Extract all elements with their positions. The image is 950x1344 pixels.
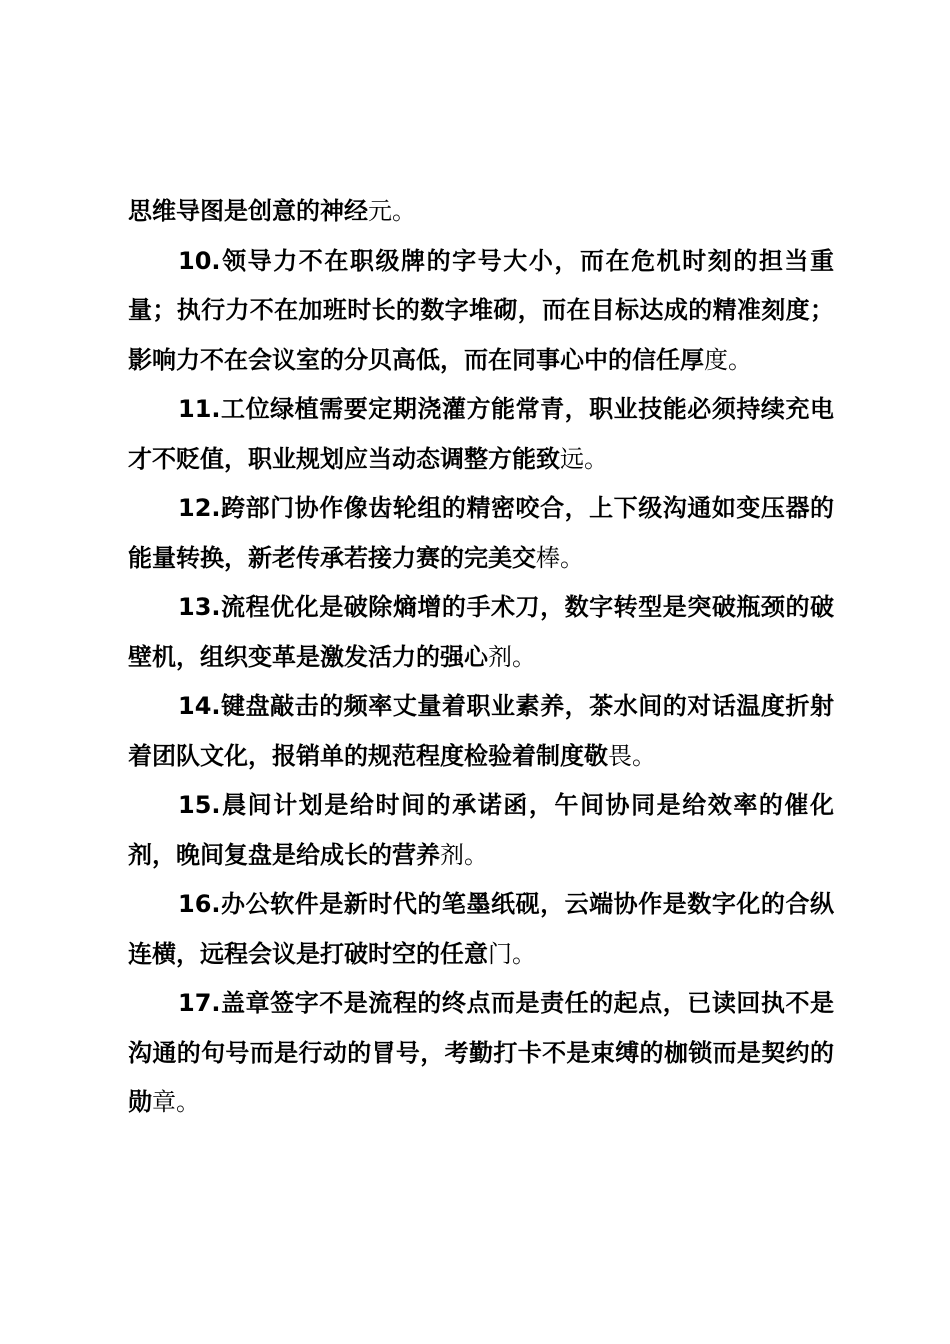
paragraph-tail: 章。	[152, 1088, 200, 1116]
paragraph-14	[128, 682, 834, 781]
paragraph-tail: 门。	[488, 939, 536, 968]
paragraph-tail: 畏。	[608, 741, 656, 770]
paragraph-text: 10.领导力不在职级牌的字号大小，而在危机时刻的担当重量；执行力不在加班时长的数字堆砌，而在目标达成的精准刻度；影响力不在会议室的分贝高低，而在同事心中的信任厚	[128, 246, 834, 374]
paragraph-17	[128, 979, 834, 1128]
paragraph-text: 16.办公软件是新时代的笔墨纸砚，云端协作是数字化的合纵连横，远程会议是打破时空的任意	[128, 890, 834, 968]
paragraph-tail: 远。	[560, 444, 608, 473]
paragraph-tail: 剂。	[440, 840, 488, 869]
paragraph-tail: 剂。	[488, 642, 536, 671]
paragraph-tail: 度。	[704, 345, 752, 374]
paragraph-13	[128, 583, 834, 682]
paragraph-9-continuation	[128, 187, 834, 237]
paragraph-tail: 元。	[368, 197, 416, 225]
paragraph-text: 17.盖章签字不是流程的终点而是责任的起点，已读回执不是沟通的句号而是行动的冒号，考勤打卡不是束缚的枷锁而是契约的勋	[128, 989, 834, 1116]
paragraph-text: 14.键盘敲击的频率丈量着职业素养，茶水间的对话温度折射着团队文化，报销单的规范程度检验着制度敬	[128, 692, 834, 770]
paragraph-text: 15.晨间计划是给时间的承诺函，午间协同是给效率的催化剂，晚间复盘是给成长的营养	[128, 791, 834, 869]
paragraph-15	[128, 781, 834, 880]
paragraph-text: 13.流程优化是破除熵增的手术刀，数字转型是突破瓶颈的破壁机，组织变革是激发活力的强心	[128, 593, 834, 671]
paragraph-text: 12.跨部门协作像齿轮组的精密咬合，上下级沟通如变压器的能量转换，新老传承若接力赛的完美交	[128, 494, 834, 572]
paragraph-11	[128, 385, 834, 484]
paragraph-tail: 棒。	[536, 543, 584, 572]
paragraph-text: 思维导图是创意的神经	[128, 197, 368, 225]
paragraph-10	[128, 237, 834, 386]
paragraph-12	[128, 484, 834, 583]
document-body	[128, 187, 834, 1128]
paragraph-16	[128, 880, 834, 979]
paragraph-text: 11.工位绿植需要定期浇灌方能常青，职业技能必须持续充电才不贬值，职业规划应当动态调整方能致	[128, 395, 834, 473]
